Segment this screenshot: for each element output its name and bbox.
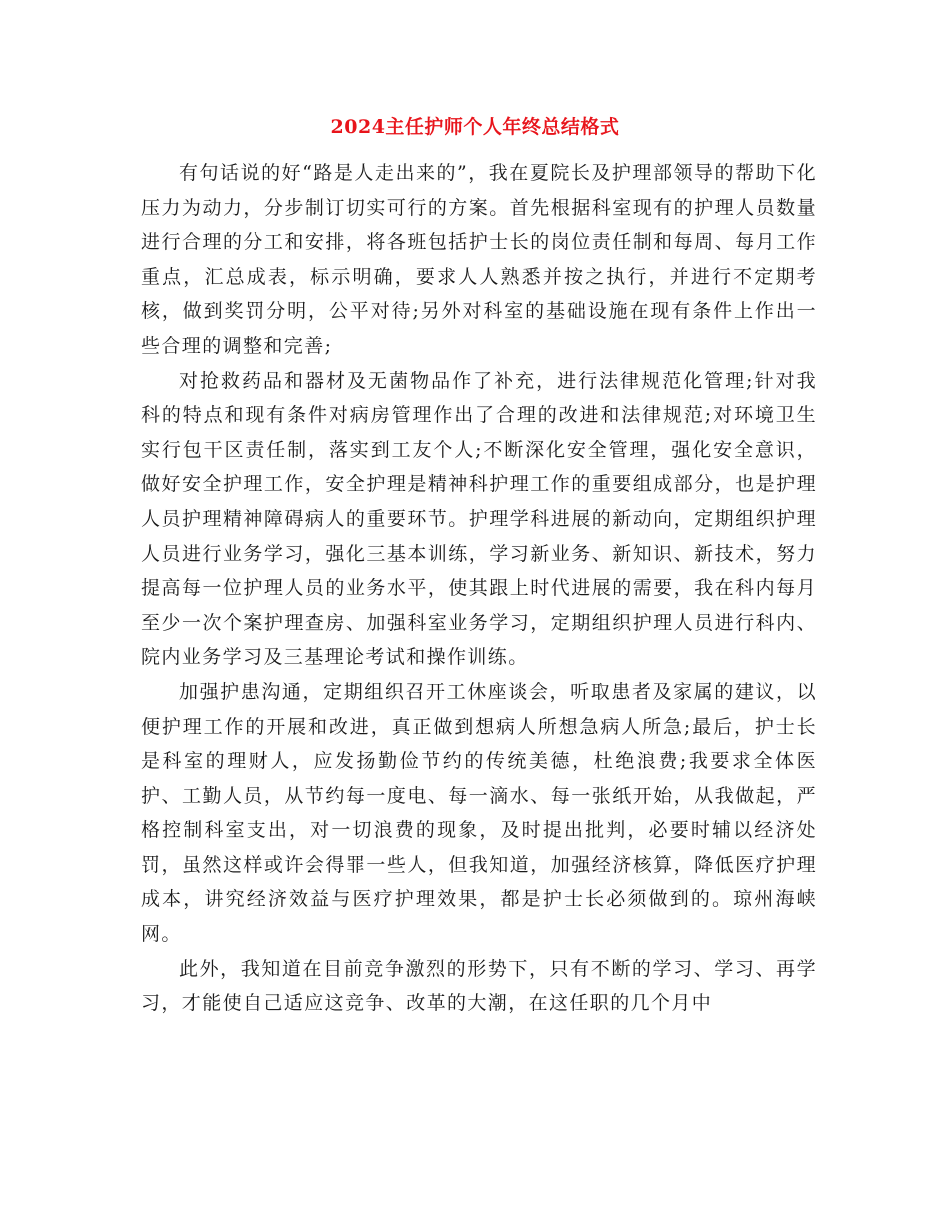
paragraph-2: 对抢救药品和器材及无菌物品作了补充，进行法律规范化管理;针对我科的特点和现有条件对病房管理作出了合理的改进和法律规范;对环境卫生实行包干区责任制，落实到工友个人;不断深化安全管理，强化安全意识，做好安全护理工作，安全护理是精神科护理工作的重要组成部分，也是护理人员护理精神障碍病人的重要环节。护理学科进展的新动向，定期组织护理人员进行业务学习，强化三基本训练，学习新业务、新知识、新技术，努力提高每一位护理人员的业务水平，使其跟上时代进展的需要，我在科内每月至少一次个案护理查房、加强科室业务学习，定期组织护理人员进行科内、院内业务学习及三基理论考试和操作训练。 xyxy=(141,369,817,669)
paragraph-4: 此外，我知道在目前竞争激烈的形势下，只有不断的学习、学习、再学习，才能使自己适应这竞争、改革的大潮，在这任职的几个月中 xyxy=(141,957,817,1015)
paragraph-3: 加强护患沟通，定期组织召开工休座谈会，听取患者及家属的建议，以便护理工作的开展和改进，真正做到想病人所想急病人所急;最后，护士长是科室的理财人，应发扬勤俭节约的传统美德，杜绝浪费;我要求全体医护、工勤人员，从节约每一度电、每一滴水、每一张纸开始，从我做起，严格控制科室支出，对一切浪费的现象，及时提出批判，必要时辅以经济处罚，虽然这样或许会得罪一些人，但我知道，加强经济核算，降低医疗护理成本，讲究经济效益与医疗护理效果，都是护士长必须做到的。琼州海峡网。 xyxy=(141,680,817,946)
document-title: 2024主任护师个人年终总结格式 xyxy=(330,116,620,138)
paragraph-1: 有句话说的好“路是人走出来的”，我在夏院长及护理部领导的帮助下化压力为动力，分步制订切实可行的方案。首先根据科室现有的护理人员数量进行合理的分工和安排，将各班包括护士长的岗位责任制和每周、每月工作重点，汇总成表，标示明确，要求人人熟悉并按之执行，并进行不定期考核，做到奖罚分明，公平对待;另外对科室的基础设施在现有条件上作出一些合理的调整和完善; xyxy=(141,162,817,357)
document-body xyxy=(141,156,817,1021)
